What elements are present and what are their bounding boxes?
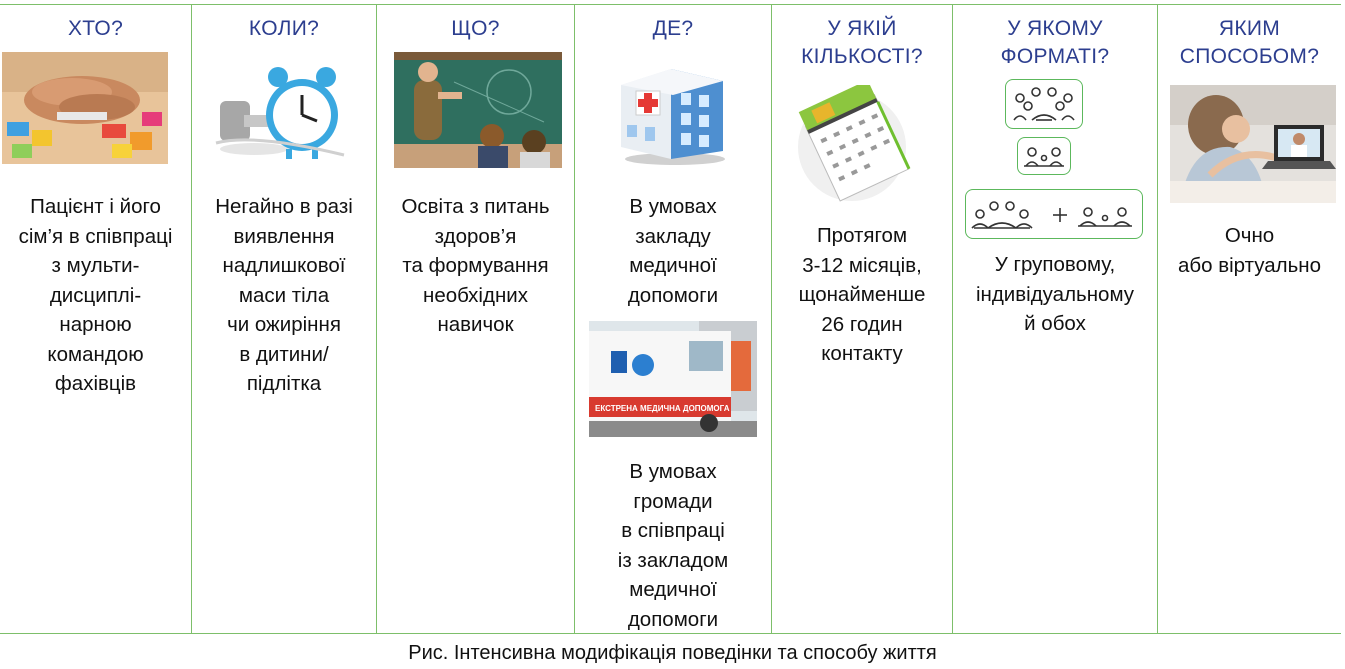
column-heading: ЯКИМ СПОСОБОМ?	[1179, 17, 1320, 68]
calendar-photo	[796, 85, 916, 207]
column-text: Освіта з питань здоров’я та формування необхідних навичок	[401, 195, 550, 336]
column-heading: У ЯКОМУ ФОРМАТІ?	[1000, 17, 1110, 68]
column-who	[0, 5, 192, 633]
video-call-photo	[1170, 85, 1336, 203]
alarm-clock-dumbbell-photo	[214, 63, 354, 163]
column-text: Негайно в разі виявлення надлишкової маси тіла чи ожиріння в дитини/ підлітка	[215, 195, 353, 395]
hospital-building-icon	[611, 55, 731, 167]
column-how-much	[772, 5, 953, 633]
column-text: Протягом 3-12 місяців, щонайменше 26 годин контакту	[798, 224, 926, 365]
combined-format-icon	[965, 189, 1143, 239]
ambulance-lettering: ЕКСТРЕНА МЕДИЧНА ДОПОМОГА	[595, 404, 730, 413]
column-when	[192, 5, 377, 633]
column-text-2: В умовах громади в співпраці із закладом медичної допомоги	[617, 460, 729, 631]
individual-icon	[1017, 137, 1071, 175]
figure-caption: Рис. Інтенсивна модифікація поведінки та способу життя	[408, 642, 937, 664]
column-heading: ХТО?	[67, 17, 124, 40]
column-format	[953, 5, 1158, 633]
column-heading: У ЯКІЙ КІЛЬКОСТІ?	[801, 17, 923, 68]
column-heading: КОЛИ?	[248, 17, 320, 40]
column-where	[575, 5, 772, 633]
column-heading: ЩО?	[451, 17, 500, 40]
hands-together-photo	[2, 52, 168, 164]
column-what	[377, 5, 575, 633]
column-text: Пацієнт і його сім’я в співпраці з мульти- дисциплі- нарною командою фахівців	[18, 195, 173, 395]
teacher-classroom-photo	[394, 52, 562, 168]
column-method	[1158, 5, 1341, 633]
info-table	[0, 4, 1341, 634]
ambulance-photo	[589, 321, 757, 437]
column-heading: ДЕ?	[652, 17, 694, 40]
column-text: В умовах закладу медичної допомоги	[627, 195, 719, 307]
column-text: У груповому, індивідуальному й обох	[975, 253, 1135, 335]
group-icon	[1005, 79, 1083, 129]
column-text: Очно або віртуально	[1177, 224, 1322, 277]
